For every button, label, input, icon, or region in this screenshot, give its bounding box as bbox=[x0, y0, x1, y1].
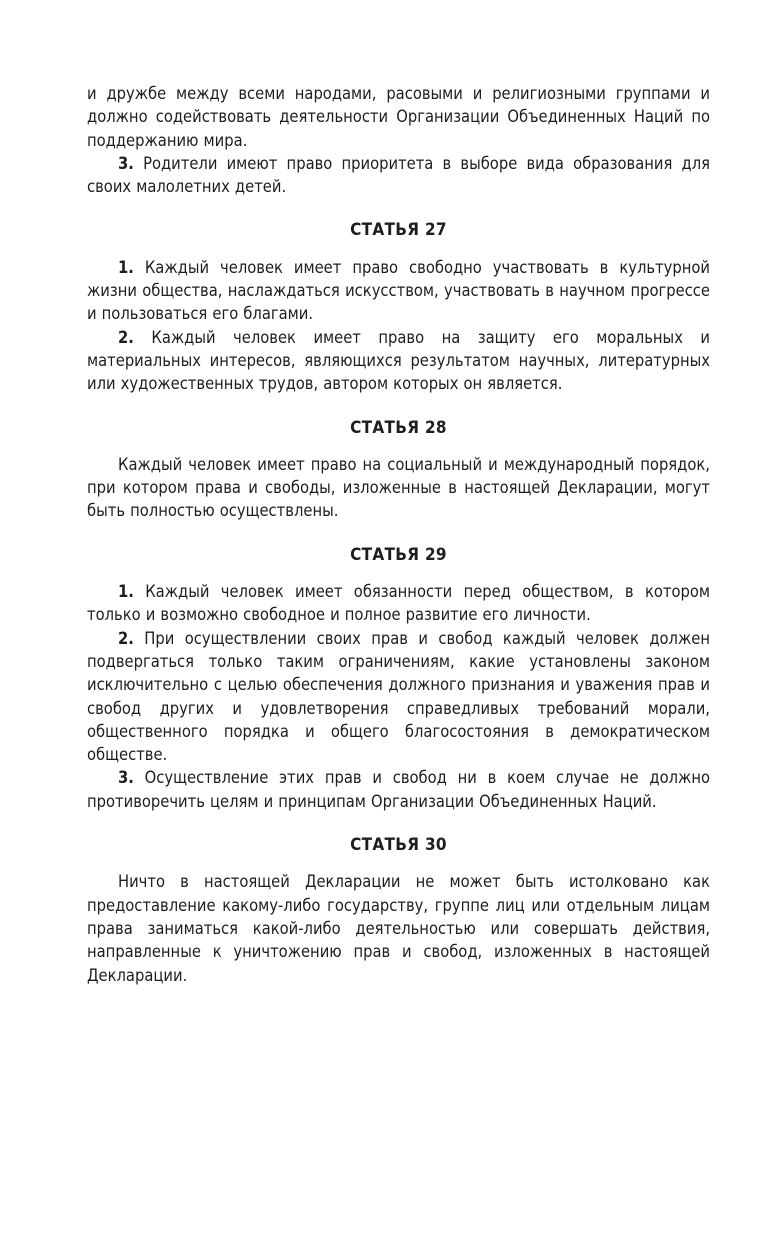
paragraph-text: Родители имеют право приоритета в выборе вида образования для своих малолетних детей. bbox=[87, 153, 710, 197]
article-29 bbox=[87, 544, 710, 813]
article-27 bbox=[87, 219, 710, 395]
article-28 bbox=[87, 417, 710, 523]
paragraph-text: Каждый человек имеет право на защиту его моральных и материальных интересов, являющихся результатом научных, литературных или художественных трудов, автором которых он является. bbox=[87, 327, 710, 394]
paragraph-number: 1. bbox=[118, 257, 134, 277]
continuation-section bbox=[87, 82, 710, 198]
article-heading: СТАТЬЯ 28 bbox=[350, 417, 447, 438]
paragraph bbox=[87, 152, 710, 199]
paragraph bbox=[87, 256, 710, 326]
paragraph-text: Ничто в настоящей Декларации не может быть истолковано как предоставление какому-либо государству, группе лиц или отдельным лицам права заниматься какой-либо деятельностью или совершать действия, направленные к уничтожению прав и свобод, изложенных в настоящей Декларации. bbox=[87, 872, 710, 985]
article-heading: СТАТЬЯ 30 bbox=[350, 835, 447, 856]
article-heading: СТАТЬЯ 27 bbox=[350, 220, 447, 241]
paragraph bbox=[87, 870, 710, 986]
paragraph-number: 3. bbox=[118, 153, 134, 173]
paragraph-number: 2. bbox=[118, 327, 134, 347]
paragraph-text: Каждый человек имеет обязанности перед обществом, в котором только и возможно свободное и полное развитие его личности. bbox=[87, 582, 710, 625]
paragraph-text: Каждый человек имеет право на социальный и международный порядок, при котором права и свободы, изложенные в настоящей Декларации, могут быть полностью осуществлены. bbox=[87, 454, 710, 521]
paragraph-number: 2. bbox=[118, 628, 134, 648]
paragraph bbox=[87, 627, 710, 767]
paragraph-number: 1. bbox=[118, 582, 134, 602]
article-heading: СТАТЬЯ 29 bbox=[350, 544, 447, 565]
paragraph-text: При осуществлении своих прав и свобод каждый человек должен подвергаться только таким ограничениям, какие установлены законом исключительно с целью обеспечения должного признания и уважения прав и свобод других и удовлетворения справедливых требований морали, общественного порядка и общего благосостояния в демократическом обществе. bbox=[87, 628, 710, 765]
article-30 bbox=[87, 834, 710, 987]
paragraph bbox=[87, 82, 710, 152]
paragraph bbox=[87, 326, 710, 396]
paragraph bbox=[87, 580, 710, 627]
paragraph-text: Каждый человек имеет право свободно участвовать в культурной жизни общества, наслаждаться искусством, участвовать в научном прогрессе и пользоваться его благами. bbox=[87, 257, 710, 324]
paragraph-number: 3. bbox=[118, 768, 134, 788]
paragraph-text: Осуществление этих прав и свобод ни в коем случае не должно противоречить целям и принципам Организации Объединенных Наций. bbox=[87, 768, 710, 811]
paragraph-text: и дружбе между всеми народами, расовыми и религиозными группами и должно содействовать деятельности Организации Объединенных Наций по поддержанию мира. bbox=[87, 84, 710, 150]
paragraph bbox=[87, 766, 710, 813]
paragraph bbox=[87, 453, 710, 523]
